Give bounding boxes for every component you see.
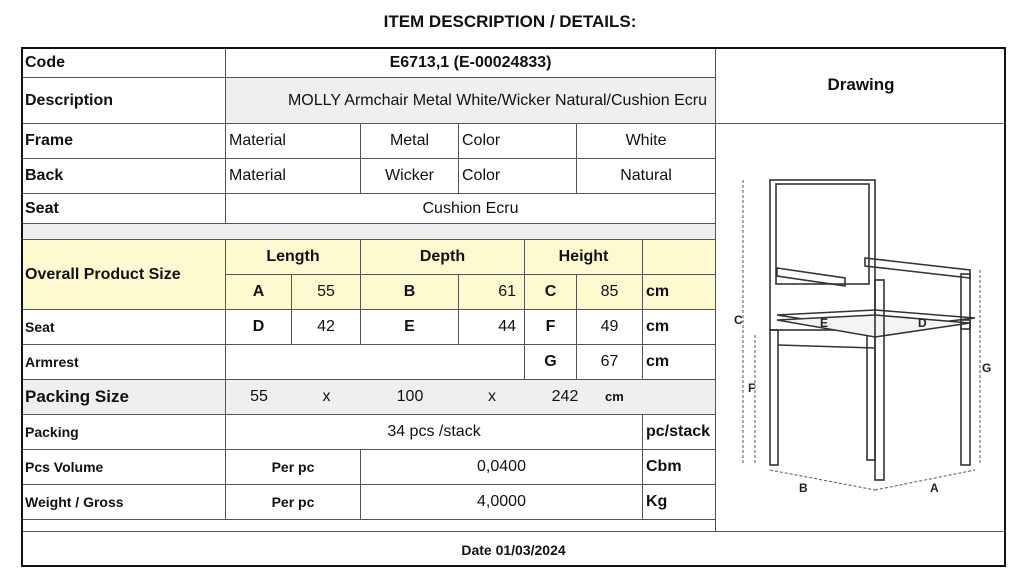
seat-size-row (22, 310, 716, 345)
frame-material-label: Material (226, 124, 361, 159)
dim-label-g: G (982, 361, 992, 375)
chair-front-right-leg (961, 320, 970, 465)
chair-back-left-leg (770, 330, 778, 465)
footer-date: Date 01/03/2024 (21, 531, 1006, 568)
pcs-volume-value: 0,0400 (361, 450, 643, 485)
description-label: Description (22, 78, 226, 124)
back-row (22, 159, 716, 194)
dim-g-value: 67 (577, 345, 643, 380)
chair-drawing (725, 170, 995, 500)
dim-b-key: B (361, 275, 459, 310)
dim-b-value: 61 (459, 275, 525, 310)
dim-c-value: 85 (577, 275, 643, 310)
code-value: E6713,1 (E-00024833) (226, 48, 716, 78)
dim-c-key: C (525, 275, 577, 310)
dim-d-key: D (226, 310, 292, 345)
dim-e-key: E (361, 310, 459, 345)
chair-back-right-leg (867, 330, 875, 460)
frame-label: Frame (22, 124, 226, 159)
packing-size-unit: cm (605, 389, 624, 404)
pcs-volume-row (22, 450, 716, 485)
back-label: Back (22, 159, 226, 194)
dim-label-e: E (820, 316, 829, 330)
pcs-volume-label: Pcs Volume (22, 450, 226, 485)
seat-row (22, 194, 716, 224)
packing-size-row (22, 380, 716, 415)
chair-stretcher (778, 345, 875, 348)
description-value: MOLLY Armchair Metal White/Wicker Natural/Cushion Ecru (226, 78, 716, 124)
weight-row (22, 485, 716, 520)
page-title: ITEM DESCRIPTION / DETAILS: (383, 12, 637, 31)
drawing-label: Drawing (716, 47, 1006, 124)
code-row (22, 48, 716, 78)
dim-e-value: 44 (459, 310, 525, 345)
seat-label: Seat (22, 194, 226, 224)
overall-unit: cm (643, 275, 716, 310)
pcs-volume-unit: Cbm (643, 450, 716, 485)
packing-row (22, 415, 716, 450)
dim-a-key: A (226, 275, 292, 310)
frame-row (22, 124, 716, 159)
dim-label-b: B (799, 481, 808, 495)
seat-size-unit: cm (643, 310, 716, 345)
dim-d-value: 42 (292, 310, 361, 345)
back-color-label: Color (459, 159, 577, 194)
armrest-unit: cm (643, 345, 716, 380)
weight-per: Per pc (226, 485, 361, 520)
spacer-cell (22, 224, 716, 240)
packing-width: 100 (396, 388, 424, 405)
overall-label: Overall Product Size (22, 240, 226, 310)
chair-seat-cushion (777, 315, 970, 337)
packing-value: 34 pcs /stack (226, 415, 643, 450)
packing-label: Packing (22, 415, 226, 450)
frame-color-label: Color (459, 124, 577, 159)
frame-material: Metal (361, 124, 459, 159)
overall-header-empty (643, 240, 716, 275)
packing-length: 55 (250, 388, 268, 405)
dim-a-value: 55 (292, 275, 361, 310)
description-row (22, 78, 716, 124)
overall-header-row (22, 240, 716, 275)
length-header: Length (226, 240, 361, 275)
dim-label-c: C (734, 313, 743, 327)
chair-right-armrest (865, 258, 970, 278)
dim-f-value: 49 (577, 310, 643, 345)
armrest-row (22, 345, 716, 380)
dim-f-key: F (525, 310, 577, 345)
seat-size-label: Seat (22, 310, 226, 345)
pcs-volume-per: Per pc (226, 450, 361, 485)
packing-x1: x (322, 388, 331, 405)
armrest-label: Armrest (22, 345, 226, 380)
packing-size-values (226, 380, 716, 415)
packing-height: 242 (551, 388, 579, 405)
dim-label-d: D (918, 316, 927, 330)
packing-unit: pc/stack (643, 415, 716, 450)
height-header: Height (525, 240, 643, 275)
spacer-row (22, 224, 716, 240)
weight-label: Weight / Gross (22, 485, 226, 520)
dim-g-key: G (525, 345, 577, 380)
seat-value: Cushion Ecru (226, 194, 716, 224)
depth-header: Depth (361, 240, 525, 275)
dim-label-a: A (930, 481, 939, 495)
back-material-label: Material (226, 159, 361, 194)
spec-table (21, 47, 716, 520)
back-color: Natural (577, 159, 716, 194)
dim-label-f: F (748, 381, 756, 395)
weight-unit: Kg (643, 485, 716, 520)
frame-color: White (577, 124, 716, 159)
code-label: Code (22, 48, 226, 78)
armrest-empty (226, 345, 525, 380)
packing-x2: x (488, 388, 496, 405)
chair-back-panel (776, 184, 869, 284)
back-material: Wicker (361, 159, 459, 194)
packing-size-label: Packing Size (22, 380, 226, 415)
weight-value: 4,0000 (361, 485, 643, 520)
